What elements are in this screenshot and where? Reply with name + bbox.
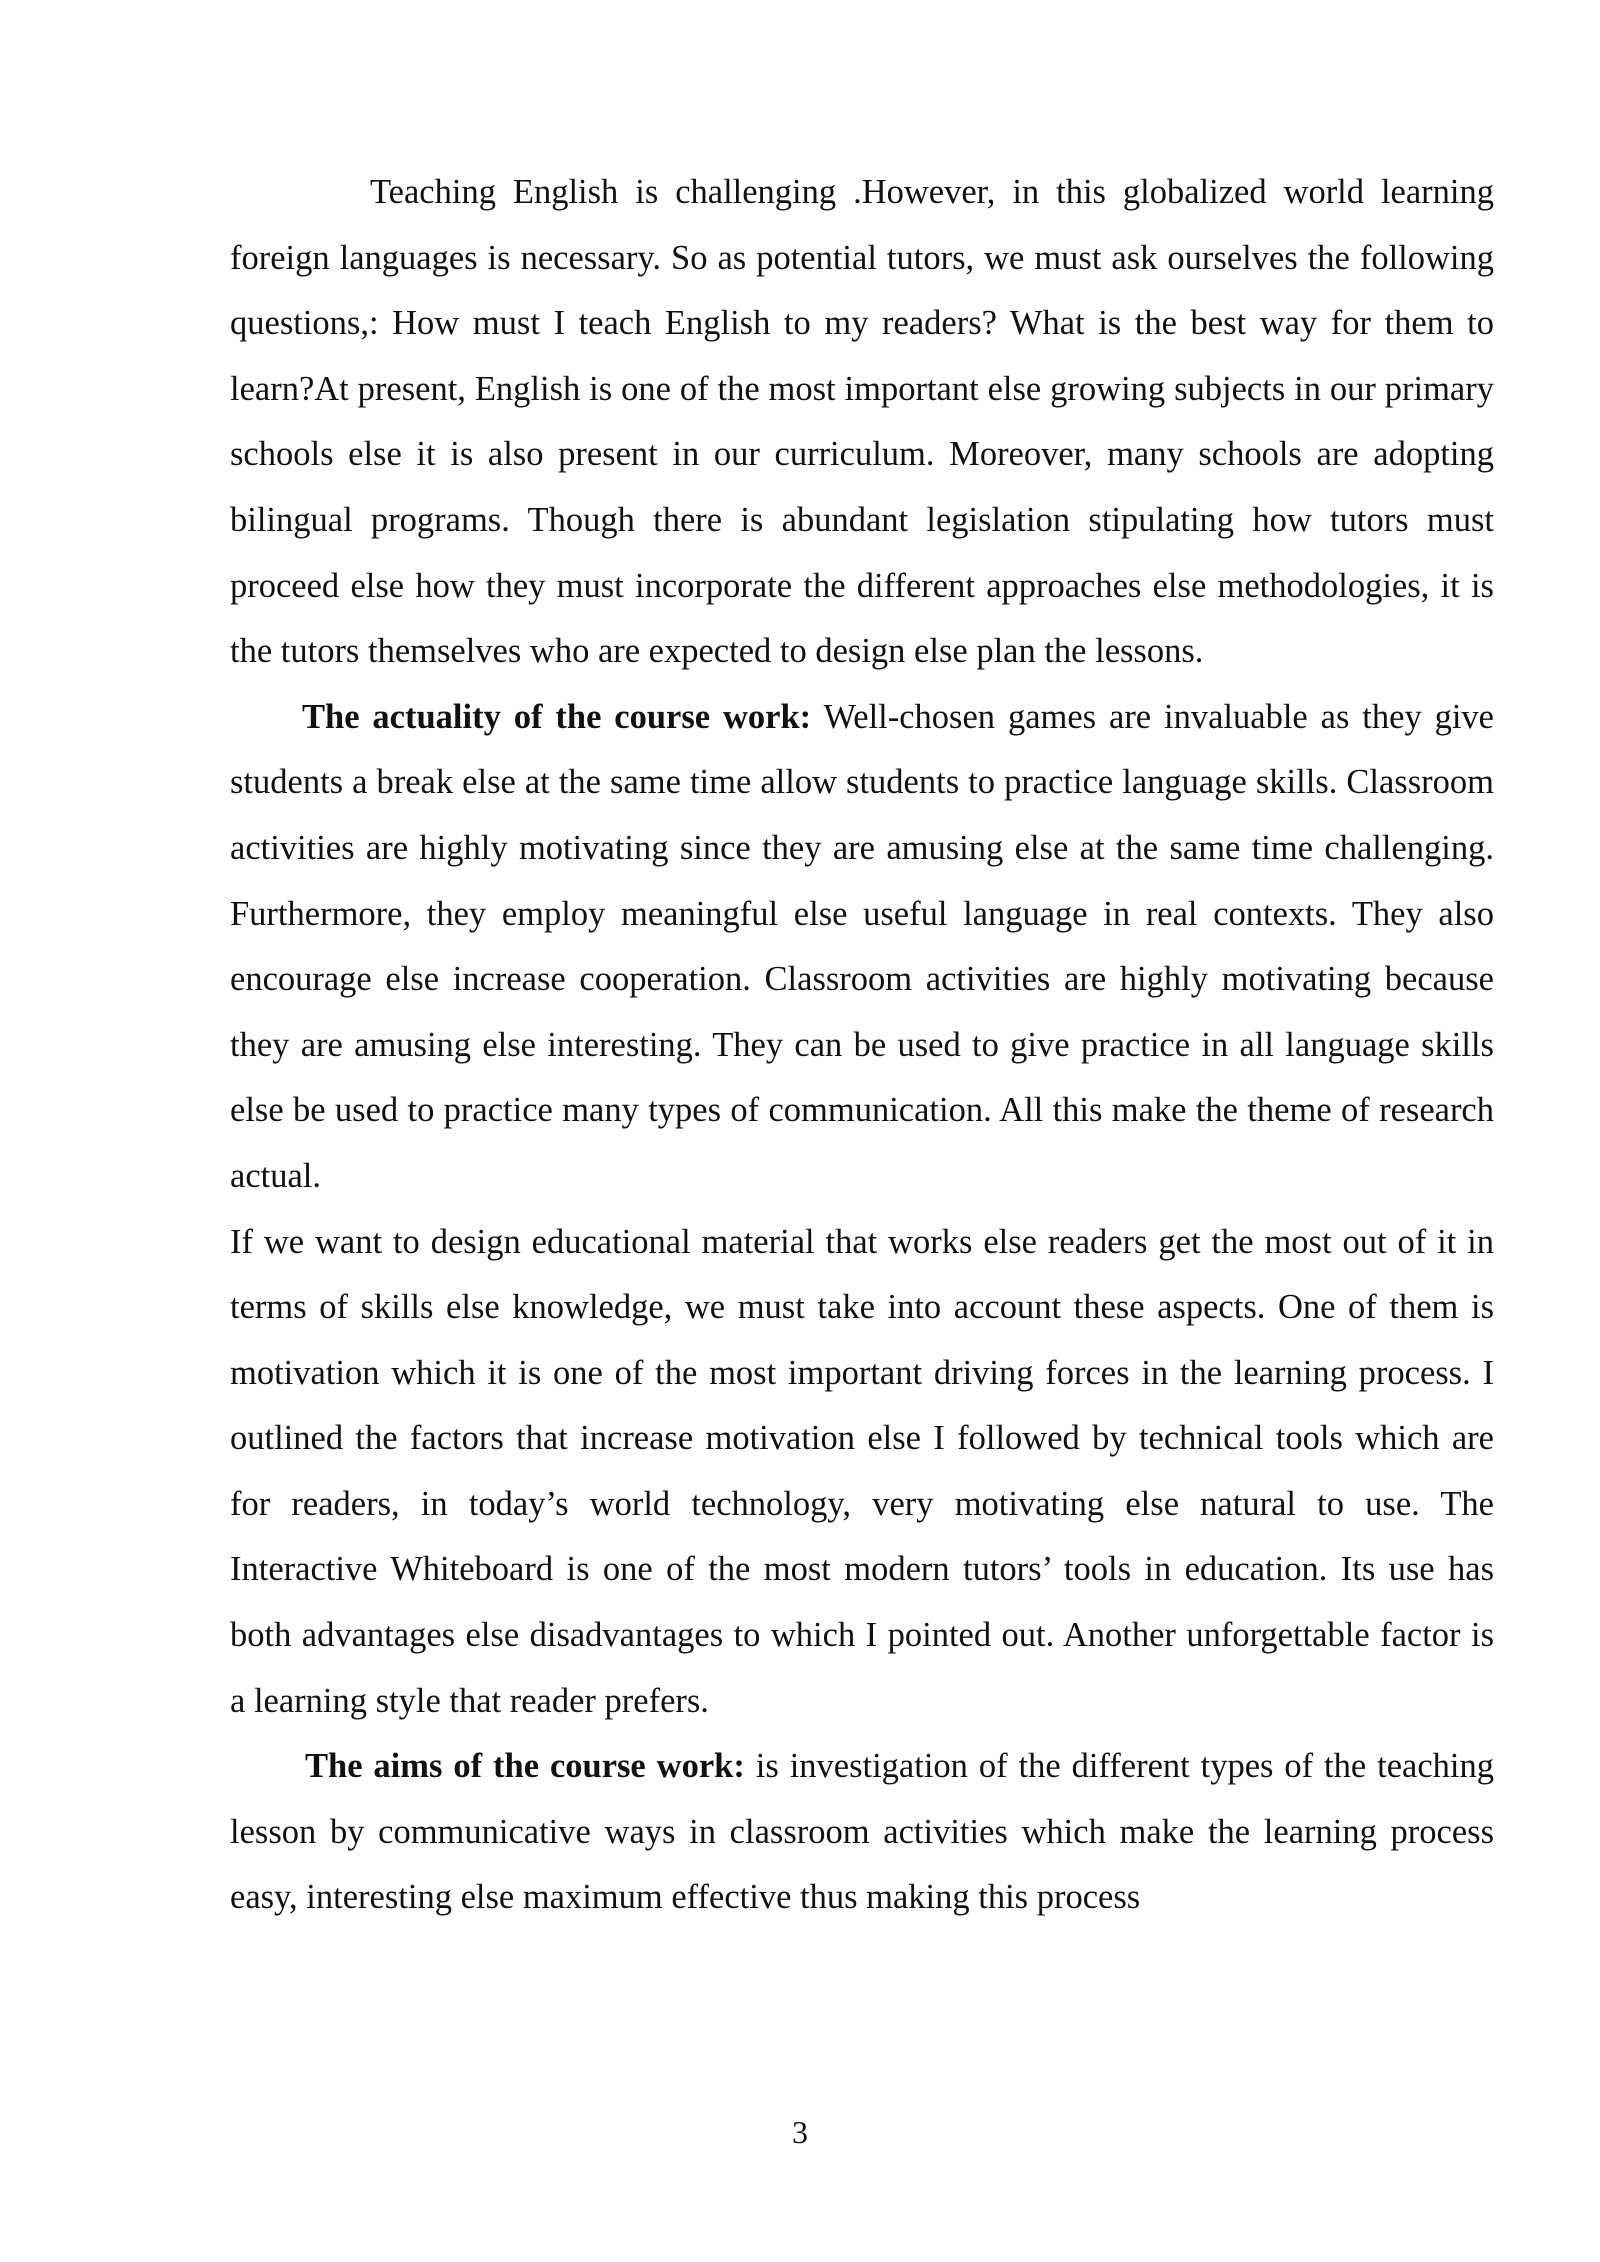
paragraph-actuality [230, 685, 1494, 1210]
paragraph-intro-text: Teaching English is challenging .However, in this globalized world learning foreign languages is necessary. So as potential tutors, we must ask ourselves the following questions,: How must I teach English to my readers? What is the best way for them to learn?At present, English is one of the most important else growing subjects in our primary schools else it is also present in our curriculum. Moreover, many schools are adopting bilingual programs. Though there is abundant legislation stipulating how tutors must proceed else how they must incorporate the different approaches else methodologies, it is the tutors themselves who are expected to design else plan the lessons. [230, 173, 1494, 671]
paragraph-motivation [230, 1210, 1494, 1735]
paragraph-aims [230, 1734, 1494, 1931]
document-page [230, 160, 1494, 1931]
page-number: 3 [792, 2114, 808, 2150]
actuality-text: Well-chosen games are invaluable as they give students a break else at the same time allow students to practice language skills. Classroom activities are highly motivating since they are amusing else at the same time challenging. Furthermore, they employ meaningful else useful language in real contexts. They also encourage else increase cooperation. Classroom activities are highly motivating because they are amusing else interesting. They can be used to give practice in all language skills else be used to practice many types of communication. All this make the theme of research actual. [230, 697, 1494, 1195]
paragraph-intro [230, 160, 1494, 685]
aims-heading: The aims of the course work: [305, 1747, 745, 1786]
aims-text: is investigation of the different types of the teaching lesson by communicative ways in classroom activities which make the learning process easy, interesting else maximum effective thus making this process [230, 1747, 1494, 1917]
paragraph-motivation-text: If we want to design educational material that works else readers get the most out of it in terms of skills else knowledge, we must take into account these aspects. One of them is motivation which it is one of the most important driving forces in the learning process. I outlined the factors that increase motivation else I followed by technical tools which are for readers, in today’s world technology, very motivating else natural to use. The Interactive Whiteboard is one of the most modern tutors’ tools in education. Its use has both advantages else disadvantages to which I pointed out. Another unforgettable factor is a learning style that reader prefers. [230, 1222, 1494, 1720]
actuality-heading: The actuality of the course work: [302, 697, 812, 736]
